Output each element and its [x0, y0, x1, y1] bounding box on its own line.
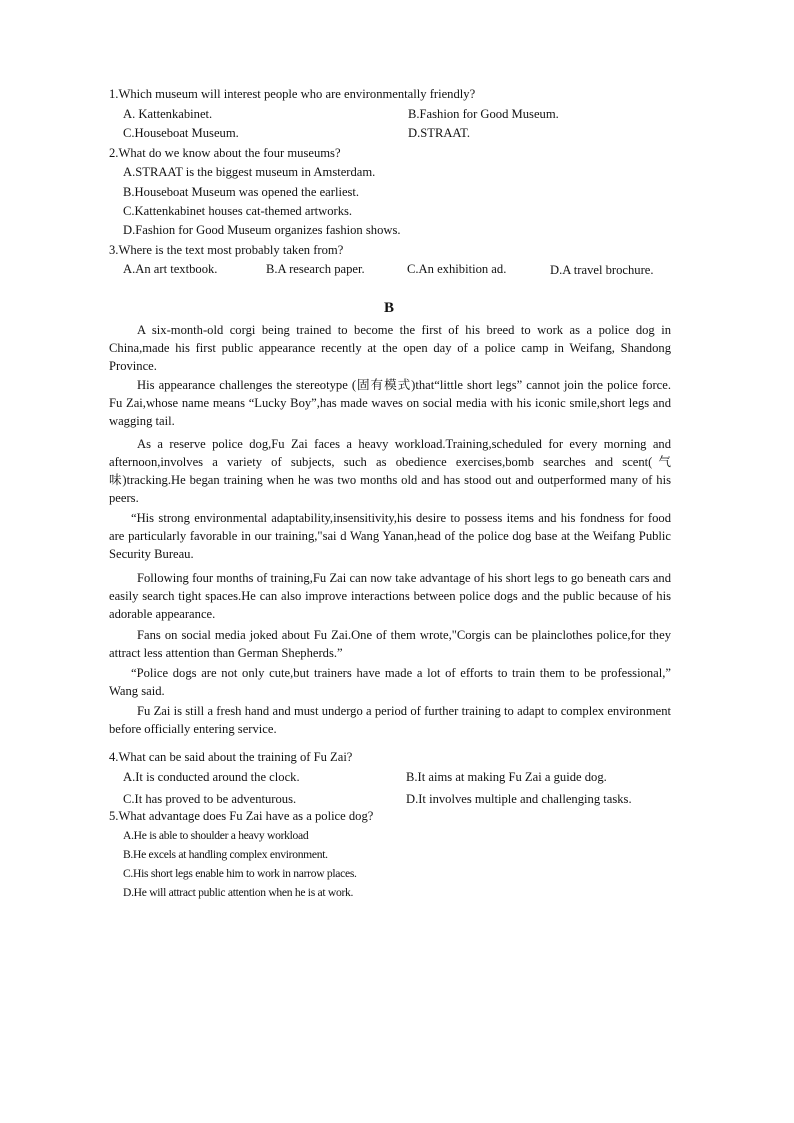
question-2-option-b: B.Houseboat Museum was opened the earliest. — [123, 185, 360, 199]
question-5-option-b: B.He excels at handling complex environment. — [123, 848, 328, 861]
question-5-stem: 5.What advantage does Fu Zai have as a police dog? — [109, 809, 374, 823]
question-1-option-d: D.STRAAT. — [408, 126, 471, 140]
question-3-stem: 3.Where is the text most probably taken from? — [109, 243, 344, 257]
question-4-option-d: D.It involves multiple and challenging tasks. — [406, 792, 632, 806]
question-3-option-a: A.An art textbook. — [123, 262, 218, 276]
question-3-option-d: D.A travel brochure. — [550, 263, 654, 277]
question-4-stem: 4.What can be said about the training of Fu Zai? — [109, 750, 353, 764]
question-2-stem: 2.What do we know about the four museums? — [109, 146, 341, 160]
question-5-option-d: D.He will attract public attention when he is at work. — [123, 886, 354, 899]
question-2-option-c: C.Kattenkabinet houses cat-themed artworks. — [123, 204, 353, 218]
question-3-option-b: B.A research paper. — [266, 262, 365, 276]
passage-paragraph-1: A six-month-old corgi being trained to become the first of his breed to work as a police dog in China,made his first public appearance recently at the open day of a police camp in Weifang, Shandong Province. — [109, 323, 671, 373]
passage-paragraph-3: As a reserve police dog,Fu Zai faces a heavy workload.Training,scheduled for every morning and afternoon,involves a variety of subjects, such as obedience exercises,bomb searches and scent(气味)tracking.He began training when he was two months old and has stood out and outperformed many of his peers. — [109, 437, 671, 505]
question-1-option-a: A. Kattenkabinet. — [123, 107, 213, 121]
question-3-option-c: C.An exhibition ad. — [407, 262, 507, 276]
question-5-option-a: A.He is able to shoulder a heavy workload — [123, 829, 309, 842]
question-4-option-b: B.It aims at making Fu Zai a guide dog. — [406, 770, 607, 784]
question-1-option-c: C.Houseboat Museum. — [123, 126, 239, 140]
passage-paragraph-8: Fu Zai is still a fresh hand and must undergo a period of further training to adapt to complex environment before officially entering service. — [109, 704, 671, 736]
passage-paragraph-2: His appearance challenges the stereotype (固有模式)that“little short legs” cannot join the police force. Fu Zai,whose name means “Lucky Boy”,has made waves on social media with his iconic smile,short legs and wagging tail. — [109, 378, 671, 428]
section-b-heading: B — [384, 300, 395, 316]
question-2-option-a: A.STRAAT is the biggest museum in Amsterdam. — [123, 165, 376, 179]
question-1-option-b: B.Fashion for Good Museum. — [408, 107, 559, 121]
question-4-option-a: A.It is conducted around the clock. — [123, 770, 300, 784]
question-4-option-c: C.It has proved to be adventurous. — [123, 792, 297, 806]
question-1-stem: 1.Which museum will interest people who are environmentally friendly? — [109, 87, 476, 101]
passage-paragraph-6: Fans on social media joked about Fu Zai.One of them wrote,"Corgis can be plainclothes police,for they attract less attention than German Shepherds.” — [109, 628, 671, 660]
question-2-option-d: D.Fashion for Good Museum organizes fashion shows. — [123, 223, 401, 237]
question-5-option-c: C.His short legs enable him to work in narrow places. — [123, 867, 357, 880]
passage-paragraph-7: “Police dogs are not only cute,but trainers have made a lot of efforts to train them to be professional,” Wang said. — [109, 666, 671, 698]
passage-paragraph-4: “His strong environmental adaptability,insensitivity,his desire to possess items and his fondness for food are particularly favorable in our training,"sai d Wang Yanan,head of the police dog base at the Weifang Public Security Bureau. — [109, 511, 671, 561]
passage-paragraph-5: Following four months of training,Fu Zai can now take advantage of his short legs to go beneath cars and easily search tight spaces.He can also improve interactions between police dogs and the public because of his adorable appearance. — [109, 571, 671, 621]
